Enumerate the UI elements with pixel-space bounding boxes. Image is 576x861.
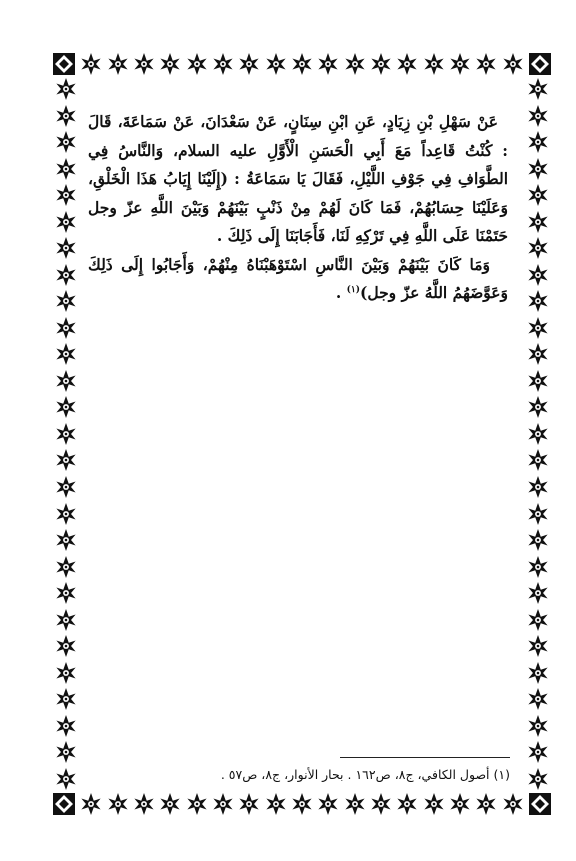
star-ornament-icon [159, 53, 181, 75]
star-ornament-icon [291, 53, 313, 75]
border-right [524, 78, 552, 790]
footnote-ref: (١) [346, 284, 361, 295]
footnote: (١) أصول الكافي، ج٨، ص١٦٢ . بحار الأنوار، ج٨، ص٥٧ . [220, 767, 510, 782]
star-ornament-icon [396, 793, 418, 815]
border-top [52, 50, 552, 78]
star-ornament-icon [423, 793, 445, 815]
star-ornament-icon [55, 768, 77, 790]
star-ornament-icon [527, 396, 549, 418]
star-ornament-icon [527, 317, 549, 339]
star-ornament-icon [133, 53, 155, 75]
star-ornament-icon [527, 609, 549, 631]
star-ornament-icon [55, 184, 77, 206]
star-ornament-icon [55, 688, 77, 710]
star-ornament-icon [55, 556, 77, 578]
star-ornament-icon [423, 53, 445, 75]
star-ornament-icon [133, 793, 155, 815]
paragraph-2-text: وَمَا كَانَ بَيْنَهُمْ وَبَيْنَ النَّاسِ اسْتَوْهَبْنَاهُ مِنْهُمْ، وَأَجَابُوا إِلَى ذَلِكَ وَعَوَّضَهُمُ اللَّهُ عزّ وجل) [88, 254, 508, 302]
star-ornament-icon [55, 609, 77, 631]
star-ornament-icon [186, 793, 208, 815]
star-ornament-icon [80, 53, 102, 75]
star-ornament-icon [527, 158, 549, 180]
star-ornament-icon [107, 53, 129, 75]
star-ornament-icon [527, 131, 549, 153]
star-ornament-icon [238, 53, 260, 75]
star-ornament-icon [55, 211, 77, 233]
star-ornament-icon [55, 582, 77, 604]
star-ornament-icon [527, 662, 549, 684]
star-ornament-icon [186, 53, 208, 75]
star-ornament-icon [55, 715, 77, 737]
star-ornament-icon [527, 556, 549, 578]
star-ornament-icon [502, 53, 524, 75]
star-ornament-icon [55, 317, 77, 339]
star-ornament-icon [344, 793, 366, 815]
star-ornament-icon [238, 793, 260, 815]
star-ornament-icon [55, 449, 77, 471]
star-ornament-icon [370, 793, 392, 815]
star-ornament-icon [527, 768, 549, 790]
star-ornament-icon [55, 503, 77, 525]
star-ornament-icon [55, 423, 77, 445]
border-bottom [52, 790, 552, 818]
star-ornament-icon [55, 290, 77, 312]
star-ornament-icon [527, 582, 549, 604]
main-text [88, 108, 508, 308]
star-ornament-icon [55, 370, 77, 392]
star-ornament-icon [159, 793, 181, 815]
star-ornament-icon [527, 343, 549, 365]
diamond-corner-icon [528, 52, 552, 76]
star-ornament-icon [527, 237, 549, 259]
footnote-divider [340, 757, 510, 758]
star-ornament-icon [212, 793, 234, 815]
diamond-corner-icon [528, 792, 552, 816]
star-ornament-icon [449, 53, 471, 75]
star-ornament-icon [55, 264, 77, 286]
star-ornament-icon [265, 53, 287, 75]
star-ornament-icon [527, 715, 549, 737]
paragraph-2-end: . [335, 283, 347, 302]
star-ornament-icon [527, 449, 549, 471]
star-ornament-icon [55, 237, 77, 259]
star-ornament-icon [344, 53, 366, 75]
star-ornament-icon [55, 476, 77, 498]
star-ornament-icon [55, 635, 77, 657]
star-ornament-icon [527, 423, 549, 445]
star-ornament-icon [265, 793, 287, 815]
star-ornament-icon [527, 688, 549, 710]
star-ornament-icon [527, 370, 549, 392]
star-ornament-icon [55, 78, 77, 100]
star-ornament-icon [55, 741, 77, 763]
star-ornament-icon [449, 793, 471, 815]
star-ornament-icon [475, 53, 497, 75]
star-ornament-icon [370, 53, 392, 75]
star-ornament-icon [80, 793, 102, 815]
star-ornament-icon [527, 211, 549, 233]
paragraph-2 [88, 251, 508, 308]
star-ornament-icon [291, 793, 313, 815]
star-ornament-icon [527, 264, 549, 286]
star-ornament-icon [55, 343, 77, 365]
star-ornament-icon [317, 53, 339, 75]
star-ornament-icon [527, 503, 549, 525]
star-ornament-icon [527, 635, 549, 657]
star-ornament-icon [107, 793, 129, 815]
star-ornament-icon [502, 793, 524, 815]
star-ornament-icon [55, 529, 77, 551]
star-ornament-icon [475, 793, 497, 815]
star-ornament-icon [55, 131, 77, 153]
star-ornament-icon [527, 105, 549, 127]
star-ornament-icon [527, 290, 549, 312]
star-ornament-icon [527, 184, 549, 206]
star-ornament-icon [55, 662, 77, 684]
star-ornament-icon [55, 105, 77, 127]
star-ornament-icon [55, 158, 77, 180]
diamond-corner-icon [52, 52, 76, 76]
border-left [52, 78, 80, 790]
star-ornament-icon [396, 53, 418, 75]
star-ornament-icon [317, 793, 339, 815]
paragraph-1: عَنْ سَهْلِ بْنِ زِيَادٍ، عَنِ ابْنِ سِنَانٍ، عَنْ سَعْدَانَ، عَنْ سَمَاعَةَ، قَالَ : كُنْتُ قَاعِداً مَعَ أَبِي الْحَسَنِ الْأَوَّلِ عليه السلام، وَالنَّاسُ فِي الطَّوَافِ فِي جَوْفِ اللَّيْلِ، فَقَالَ يَا سَمَاعَةُ : (إِلَيْنَا إِيَابُ هَذَا الْخَلْقِ، وَعَلَيْنَا حِسَابُهُمْ، فَمَا كَانَ لَهُمْ مِنْ ذَنْبٍ بَيْنَهُمْ وَبَيْنَ اللَّهِ عزّ وجل حَتَمْنَا عَلَى اللَّهِ فِي تَرْكِهِ لَنَا، فَأَجَابَنَا إِلَى ذَلِكَ . [88, 112, 508, 245]
diamond-corner-icon [52, 792, 76, 816]
star-ornament-icon [212, 53, 234, 75]
star-ornament-icon [527, 741, 549, 763]
star-ornament-icon [55, 396, 77, 418]
star-ornament-icon [527, 78, 549, 100]
star-ornament-icon [527, 529, 549, 551]
star-ornament-icon [527, 476, 549, 498]
